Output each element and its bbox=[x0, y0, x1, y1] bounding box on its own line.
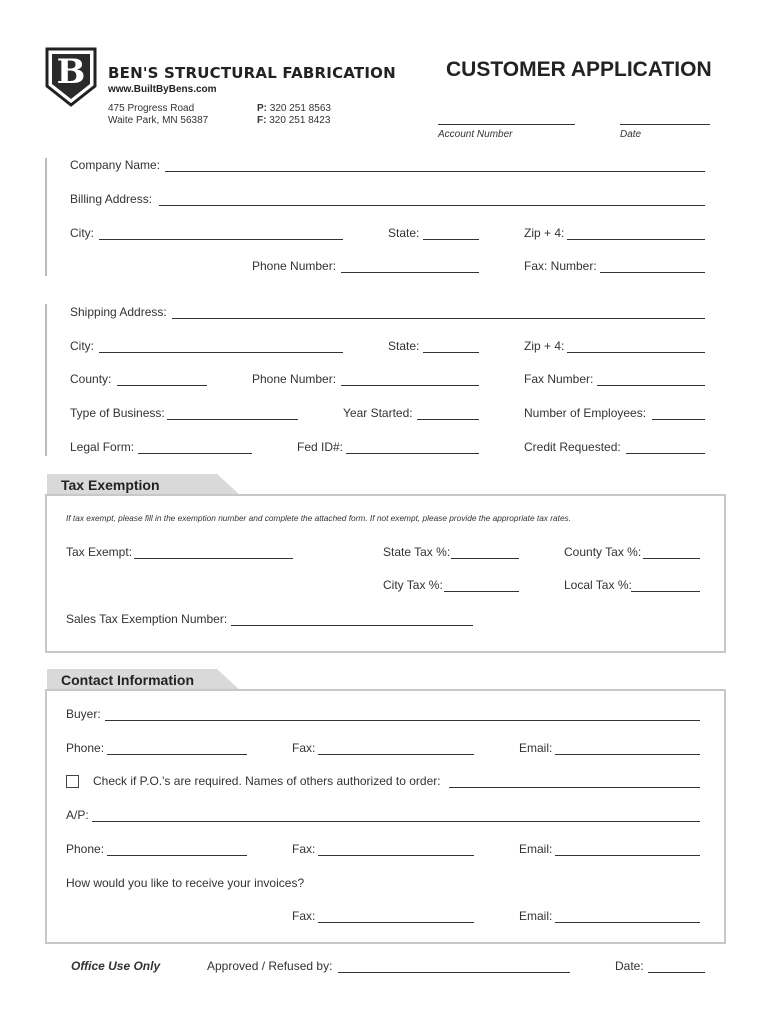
tax-exempt-field[interactable] bbox=[134, 544, 293, 559]
approved-field[interactable] bbox=[338, 958, 570, 973]
shipping-city-field[interactable] bbox=[99, 338, 343, 353]
company-name-field[interactable] bbox=[165, 157, 705, 172]
ap-fax-field[interactable] bbox=[318, 841, 474, 856]
buyer-fax-label: Fax: bbox=[292, 741, 316, 755]
ap-fax-label: Fax: bbox=[292, 842, 316, 856]
city-tax-field[interactable] bbox=[444, 577, 519, 592]
year-started-label: Year Started: bbox=[343, 406, 413, 420]
invoice-email-label: Email: bbox=[519, 909, 553, 923]
company-phone-number: 320 251 8563 bbox=[269, 103, 331, 114]
billing-zip-field[interactable] bbox=[567, 225, 705, 240]
office-use-label: Office Use Only bbox=[71, 959, 161, 973]
shipping-state-field[interactable] bbox=[423, 338, 479, 353]
shipping-city-label: City: bbox=[70, 339, 94, 353]
ap-email-label: Email: bbox=[519, 842, 553, 856]
invoice-question: How would you like to receive your invoices? bbox=[66, 876, 305, 890]
local-tax-field[interactable] bbox=[631, 577, 700, 592]
account-number-label: Account Number bbox=[438, 129, 513, 140]
shipping-phone-label: Phone Number: bbox=[252, 372, 337, 386]
tax-exempt-label: Tax Exempt: bbox=[66, 545, 133, 559]
phone-prefix: P: bbox=[257, 103, 267, 114]
billing-address-field[interactable] bbox=[159, 191, 705, 206]
county-field[interactable] bbox=[117, 371, 207, 386]
billing-section-bar bbox=[45, 158, 47, 276]
shipping-fax-label: Fax Number: bbox=[524, 372, 594, 386]
contact-info-title: Contact Information bbox=[61, 672, 194, 688]
county-label: County: bbox=[70, 372, 112, 386]
contact-info-tab bbox=[47, 669, 217, 691]
tax-exemption-title: Tax Exemption bbox=[61, 477, 160, 493]
buyer-phone-field[interactable] bbox=[107, 740, 247, 755]
shipping-address-label: Shipping Address: bbox=[70, 305, 167, 319]
local-tax-label: Local Tax %: bbox=[564, 578, 632, 592]
contact-tab-corner bbox=[217, 669, 241, 691]
billing-fax-field[interactable] bbox=[600, 258, 705, 273]
billing-zip-label: Zip + 4: bbox=[524, 226, 565, 240]
business-type-field[interactable] bbox=[167, 405, 298, 420]
credit-requested-label: Credit Requested: bbox=[524, 440, 621, 454]
ap-phone-field[interactable] bbox=[107, 841, 247, 856]
business-type-label: Type of Business: bbox=[70, 406, 165, 420]
shipping-section-bar bbox=[45, 304, 47, 456]
billing-state-label: State: bbox=[388, 226, 420, 240]
shipping-fax-field[interactable] bbox=[597, 371, 705, 386]
approved-label: Approved / Refused by: bbox=[207, 959, 333, 973]
fax-prefix: F: bbox=[257, 115, 267, 126]
po-required-label: Check if P.O.'s are required. Names of others authorized to order: bbox=[93, 774, 441, 788]
billing-phone-label: Phone Number: bbox=[252, 259, 337, 273]
buyer-fax-field[interactable] bbox=[318, 740, 474, 755]
po-required-checkbox[interactable] bbox=[66, 775, 79, 788]
invoice-fax-field[interactable] bbox=[318, 908, 474, 923]
shipping-zip-label: Zip + 4: bbox=[524, 339, 565, 353]
invoice-email-field[interactable] bbox=[555, 908, 700, 923]
ap-phone-label: Phone: bbox=[66, 842, 105, 856]
company-logo bbox=[44, 46, 98, 108]
tax-note: If tax exempt, please fill in the exemption number and complete the attached form. If not exempt, please provide the appropriate tax rates. bbox=[66, 513, 572, 523]
credit-requested-field[interactable] bbox=[626, 439, 705, 454]
billing-city-label: City: bbox=[70, 226, 94, 240]
ap-email-field[interactable] bbox=[555, 841, 700, 856]
ap-label: A/P: bbox=[66, 808, 89, 822]
page-title: CUSTOMER APPLICATION bbox=[446, 58, 712, 81]
city-tax-label: City Tax %: bbox=[383, 578, 443, 592]
billing-phone-field[interactable] bbox=[341, 258, 479, 273]
employees-field[interactable] bbox=[652, 405, 705, 420]
buyer-email-label: Email: bbox=[519, 741, 553, 755]
logo-letter: B bbox=[56, 52, 86, 92]
invoice-fax-label: Fax: bbox=[292, 909, 316, 923]
ap-field[interactable] bbox=[92, 807, 700, 822]
company-phone bbox=[257, 103, 331, 114]
buyer-phone-label: Phone: bbox=[66, 741, 105, 755]
buyer-field[interactable] bbox=[105, 706, 700, 721]
authorized-names-field[interactable] bbox=[449, 773, 700, 788]
shipping-state-label: State: bbox=[388, 339, 420, 353]
legal-form-label: Legal Form: bbox=[70, 440, 135, 454]
footer-date-field[interactable] bbox=[648, 958, 705, 973]
employees-label: Number of Employees: bbox=[524, 406, 647, 420]
company-website[interactable]: www.BuiltByBens.com bbox=[108, 84, 217, 95]
tax-tab-corner bbox=[217, 474, 241, 496]
billing-fax-label: Fax: Number: bbox=[524, 259, 597, 273]
company-address-line1: 475 Progress Road bbox=[108, 103, 195, 114]
buyer-email-field[interactable] bbox=[555, 740, 700, 755]
billing-address-label: Billing Address: bbox=[70, 192, 153, 206]
exemption-number-field[interactable] bbox=[231, 611, 473, 626]
footer-date-label: Date: bbox=[615, 959, 644, 973]
shipping-zip-field[interactable] bbox=[567, 338, 705, 353]
exemption-number-label: Sales Tax Exemption Number: bbox=[66, 612, 228, 626]
company-fax-number: 320 251 8423 bbox=[269, 115, 331, 126]
header-date-label: Date bbox=[620, 129, 642, 140]
county-tax-field[interactable] bbox=[643, 544, 700, 559]
fed-id-label: Fed ID#: bbox=[297, 440, 344, 454]
buyer-label: Buyer: bbox=[66, 707, 101, 721]
fed-id-field[interactable] bbox=[346, 439, 479, 454]
company-address-line2: Waite Park, MN 56387 bbox=[108, 115, 209, 126]
billing-city-field[interactable] bbox=[99, 225, 343, 240]
company-name: BEN'S STRUCTURAL FABRICATION bbox=[108, 64, 396, 82]
state-tax-field[interactable] bbox=[451, 544, 519, 559]
shipping-phone-field[interactable] bbox=[341, 371, 479, 386]
company-name-label: Company Name: bbox=[70, 158, 161, 172]
legal-form-field[interactable] bbox=[138, 439, 252, 454]
year-started-field[interactable] bbox=[417, 405, 479, 420]
tax-exemption-tab bbox=[47, 474, 217, 496]
billing-state-field[interactable] bbox=[423, 225, 479, 240]
header-date-field[interactable] bbox=[620, 110, 710, 125]
county-tax-label: County Tax %: bbox=[564, 545, 642, 559]
account-number-field[interactable] bbox=[438, 110, 575, 125]
company-fax bbox=[257, 115, 330, 126]
shipping-address-field[interactable] bbox=[172, 304, 705, 319]
state-tax-label: State Tax %: bbox=[383, 545, 451, 559]
